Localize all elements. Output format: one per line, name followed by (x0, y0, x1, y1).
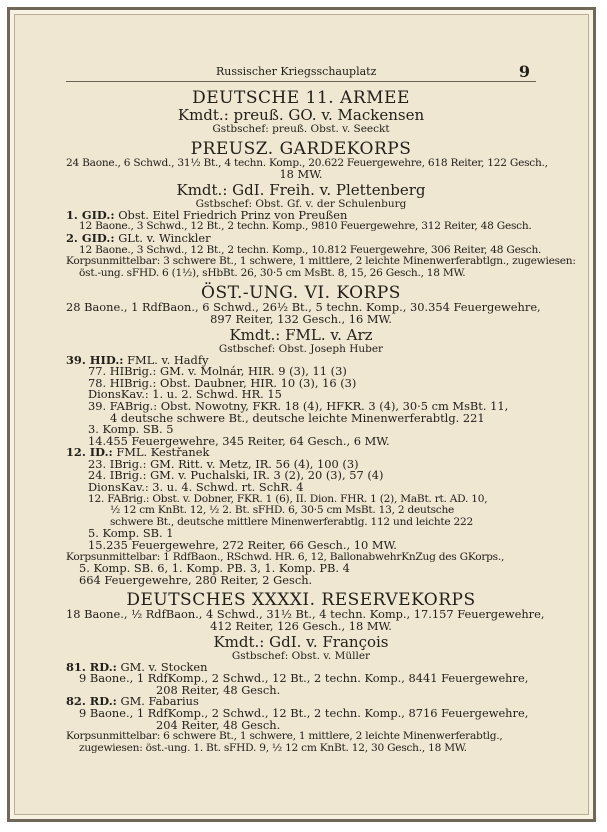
army-commander: Kmdt.: preuß. GO. v. Mackensen (177, 105, 425, 124)
running-head-title: Russischer Kriegsschauplatz (216, 65, 377, 78)
gid2-commander: GLt. v. Winckler (118, 230, 211, 245)
ost-commander: Kmdt.: FML. v. Arz (229, 325, 373, 344)
xxxxi-strength-1: 18 Baone., ½ RdfBaon., 4 Schwd., 31½ Bt., 4 techn. Komp., 17.157 Feuergewehre, (66, 607, 545, 622)
id12-label: 12. ID.: (66, 445, 113, 460)
xxxxi-strength-2: 412 Reiter, 126 Gesch., 18 MW. (210, 619, 392, 633)
rd81-label: 81. RD.: (66, 659, 117, 674)
garde-heading: PREUSZ. GARDEKORPS (190, 138, 412, 159)
ost-strength-1: 28 Baone., 1 RdfBaon., 6 Schwd., 26½ Bt., 5 techn. Komp., 30.354 Feuergewehre, (66, 300, 541, 315)
hid39-line: 14.455 Feuergewehre, 345 Reiter, 64 Gesch., 6 MW. (88, 433, 390, 448)
army-heading: DEUTSCHE 11. ARMEE (192, 87, 410, 108)
id12-line: 24. IBrig.: GM. v. Puchalski, IR. 3 (2), 20 (3), 57 (4) (88, 468, 384, 483)
hid39-line: 39. FABrig.: Obst. Nowotny, FKR. 18 (4), HFKR. 3 (4), 30·5 cm MsBt. 11, (88, 398, 509, 413)
gid2-label: 2. GID.: (66, 230, 115, 245)
id12-commander: FML. Kestřanek (116, 445, 210, 460)
id12-line: 12. FABrig.: Obst. v. Dobner, FKR. 1 (6), II. Dion. FHR. 1 (2), MaBt. rt. AD. 10, (88, 492, 488, 505)
ost-strength-2: 897 Reiter, 132 Gesch., 16 MW. (210, 311, 392, 326)
document-page (66, 44, 576, 754)
xxxxi-commander: Kmdt.: GdI. v. François (213, 632, 389, 651)
rd81-commander: GM. v. Stocken (120, 659, 208, 674)
ost-korps-units-2: 5. Komp. SB. 6, 1. Komp. PB. 3, 1. Komp. PB. 4 (79, 561, 350, 576)
gid1-strength: 12 Baone., 3 Schwd., 12 Bt., 2 techn. Komp., 9810 Feuergewehre, 312 Reiter, 48 Gesch. (79, 220, 532, 233)
id12-line: 5. Komp. SB. 1 (88, 526, 174, 541)
gid2-heading (66, 230, 536, 245)
xxxxi-heading: DEUTSCHES XXXXI. RESERVEKORPS (126, 590, 476, 611)
rd82-label: 82. RD.: (66, 694, 117, 709)
running-head (66, 62, 536, 82)
rd82-commander: GM. Fabarius (120, 694, 199, 709)
garde-korps-units-1: Korpsunmittelbar: 3 schwere Bt., 1 schwere, 1 mittlere, 2 leichte Minenwerferabtlgn., zugewiesen: (66, 255, 576, 268)
hid39-line: DionsKav.: 1. u. 2. Schwd. HR. 15 (88, 387, 282, 402)
garde-commander: Kmdt.: GdI. Freih. v. Plettenberg (176, 180, 426, 199)
garde-korps-units-2: öst.-ung. sFHD. 6 (1½), sHbBt. 26, 30·5 cm MsBt. 8, 15, 26 Gesch., 18 MW. (79, 266, 466, 279)
xxxxi-chief-of-staff: Gstbschef: Obst. v. Müller (231, 649, 371, 662)
hid39-label: 39. HID.: (66, 352, 124, 367)
garde-strength-2: 18 MW. (279, 167, 323, 182)
id12-line: schwere Bt., deutsche mittlere Minenwerferabtlg. 112 und leichte 222 (110, 515, 474, 528)
xxxxi-korps-units-1: Korpsunmittelbar: 6 schwere Bt., 1 schwere, 1 mittlere, 2 leichte Minenwerferabtlg., (66, 730, 503, 743)
ost-korps-units-3: 664 Feuergewehre, 280 Reiter, 2 Gesch. (79, 572, 313, 587)
gid2-strength: 12 Baone., 3 Schwd., 12 Bt., 2 techn. Komp., 10.812 Feuergewehre, 306 Reiter, 48 Gesch. (79, 243, 542, 256)
id12-line: ½ 12 cm KnBt. 12, ½ 2. Bt. sFHD. 6, 30·5 cm MsBt. 13, 2 deutsche (110, 504, 455, 517)
xxxxi-korps-units-2: zugewiesen: öst.-ung. 1. Bt. sFHD. 9, ½ 12 cm KnBt. 12, 30 Gesch., 18 MW. (79, 741, 467, 754)
page-number: 9 (518, 62, 530, 81)
ost-heading: ÖST.-UNG. VI. KORPS (201, 283, 401, 304)
rd81-line: 208 Reiter, 48 Gesch. (156, 682, 281, 697)
garde-chief-of-staff: Gstbschef: Obst. Gf. v. der Schulenburg (195, 197, 407, 210)
ost-chief-of-staff: Gstbschef: Obst. Joseph Huber (218, 342, 384, 355)
rd82-line: 9 Baone., 1 RdfKomp., 2 Schwd., 12 Bt., 2 techn. Komp., 8716 Feuergewehre, (79, 705, 529, 720)
hid39-line: 78. HIBrig.: Obst. Daubner, HIR. 10 (3), 16 (3) (88, 375, 357, 390)
id12-line: DionsKav.: 3. u. 4. Schwd. rt. SchR. 4 (88, 480, 304, 495)
hid39-line: 4 deutsche schwere Bt., deutsche leichte Minenwerferabtlg. 221 (110, 410, 485, 425)
id12-line: 23. IBrig.: GM. Ritt. v. Metz, IR. 56 (4), 100 (3) (88, 456, 359, 471)
garde-strength-1: 24 Baone., 6 Schwd., 31½ Bt., 4 techn. Komp., 20.622 Feuergewehre, 618 Reiter, 122 Gesch., (66, 156, 548, 169)
ost-korps-units-1: Korpsunmittelbar: 1 RdfBaon., RSchwd. HR. 6, 12, BallonabwehrKnZug des GKorps., (66, 550, 505, 563)
hid39-line: 3. Komp. SB. 5 (88, 422, 174, 437)
id12-line: 15.235 Feuergewehre, 272 Reiter, 66 Gesch., 10 MW. (88, 538, 397, 553)
army-chief-of-staff: Gstbschef: preuß. Obst. v. Seeckt (212, 122, 390, 135)
rd81-line: 9 Baone., 1 RdfKomp., 2 Schwd., 12 Bt., 2 techn. Komp., 8441 Feuergewehre, (79, 671, 529, 686)
hid39-commander: FML. v. Hadfy (127, 352, 209, 367)
hid39-line: 77. HIBrig.: GM. v. Molnár, HIR. 9 (3), 11 (3) (88, 364, 347, 379)
gid1-commander: Obst. Eitel Friedrich Prinz von Preußen (118, 207, 348, 222)
rd82-line: 204 Reiter, 48 Gesch. (156, 717, 281, 732)
gid1-label: 1. GID.: (66, 207, 115, 222)
